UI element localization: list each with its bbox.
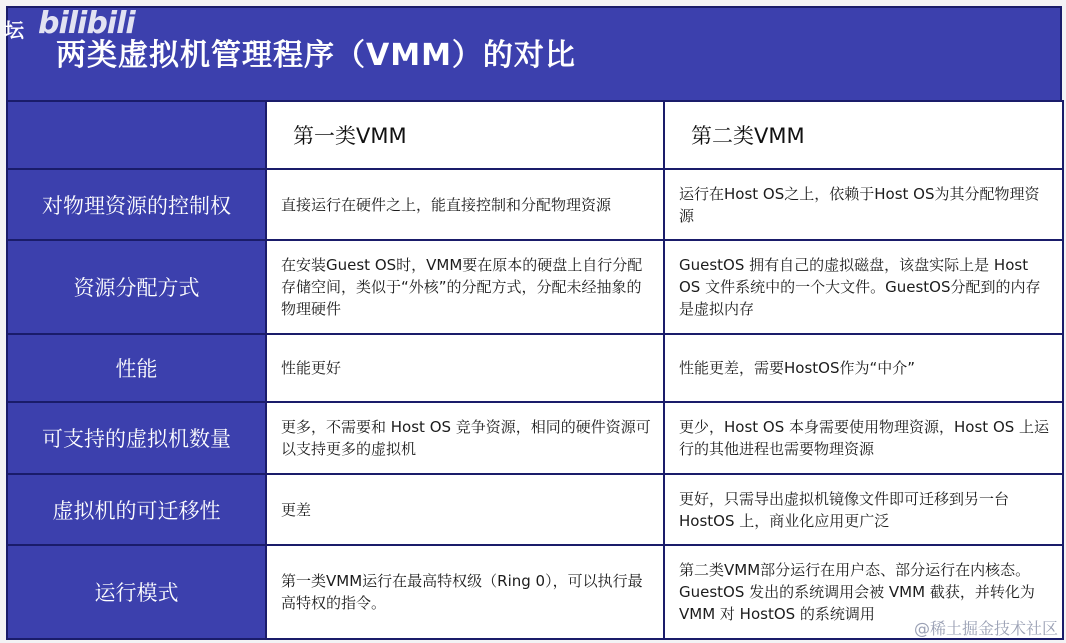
cell-type1: 在安装Guest OS时，VMM要在原本的硬盘上自行分配存储空间，类似于“外核”的分配方式，分配未经抽象的物理硬件	[266, 240, 664, 334]
cell-type1: 更差	[266, 474, 664, 545]
table-corner-cell	[7, 101, 266, 169]
row-label: 性能	[7, 334, 266, 402]
title-bar	[6, 6, 1062, 100]
column-header-type2: 第二类VMM	[664, 101, 1063, 169]
cell-type2: GuestOS 拥有自己的虚拟磁盘，该盘实际上是 Host OS 文件系统中的一个大文件。GuestOS分配到的内存是虚拟内存	[664, 240, 1063, 334]
table-row	[7, 545, 1063, 639]
cell-type1: 性能更好	[266, 334, 664, 402]
slide-title: 两类虚拟机管理程序（VMM）的对比	[56, 38, 576, 73]
table-row	[7, 240, 1063, 334]
bilibili-logo-icon: bilibili	[38, 6, 135, 41]
cell-type2: 性能更差，需要HostOS作为“中介”	[664, 334, 1063, 402]
row-label: 对物理资源的控制权	[7, 169, 266, 240]
table-row	[7, 402, 1063, 474]
table-row	[7, 474, 1063, 545]
watermark-text-right: @稀土掘金技术社区	[913, 619, 1058, 638]
table-row	[7, 169, 1063, 240]
row-label: 虚拟机的可迁移性	[7, 474, 266, 545]
row-label: 可支持的虚拟机数量	[7, 402, 266, 474]
watermark-text-left: 坛	[4, 18, 24, 42]
cell-type2: 第二类VMM部分运行在用户态、部分运行在内核态。GuestOS 发出的系统调用会被 VMM 截获，并转化为 VMM 对 HostOS 的系统调用	[664, 545, 1063, 639]
comparison-table	[6, 100, 1064, 640]
row-label: 运行模式	[7, 545, 266, 639]
cell-type2: 运行在Host OS之上，依赖于Host OS为其分配物理资源	[664, 169, 1063, 240]
table-row	[7, 334, 1063, 402]
table-header-row	[7, 101, 1063, 169]
cell-type1: 直接运行在硬件之上，能直接控制和分配物理资源	[266, 169, 664, 240]
cell-type1: 第一类VMM运行在最高特权级（Ring 0），可以执行最高特权的指令。	[266, 545, 664, 639]
row-label: 资源分配方式	[7, 240, 266, 334]
cell-type1: 更多，不需要和 Host OS 竞争资源，相同的硬件资源可以支持更多的虚拟机	[266, 402, 664, 474]
cell-type2: 更少，Host OS 本身需要使用物理资源，Host OS 上运行的其他进程也需要物理资源	[664, 402, 1063, 474]
column-header-type1: 第一类VMM	[266, 101, 664, 169]
cell-type2: 更好，只需导出虚拟机镜像文件即可迁移到另一台 HostOS 上，商业化应用更广泛	[664, 474, 1063, 545]
